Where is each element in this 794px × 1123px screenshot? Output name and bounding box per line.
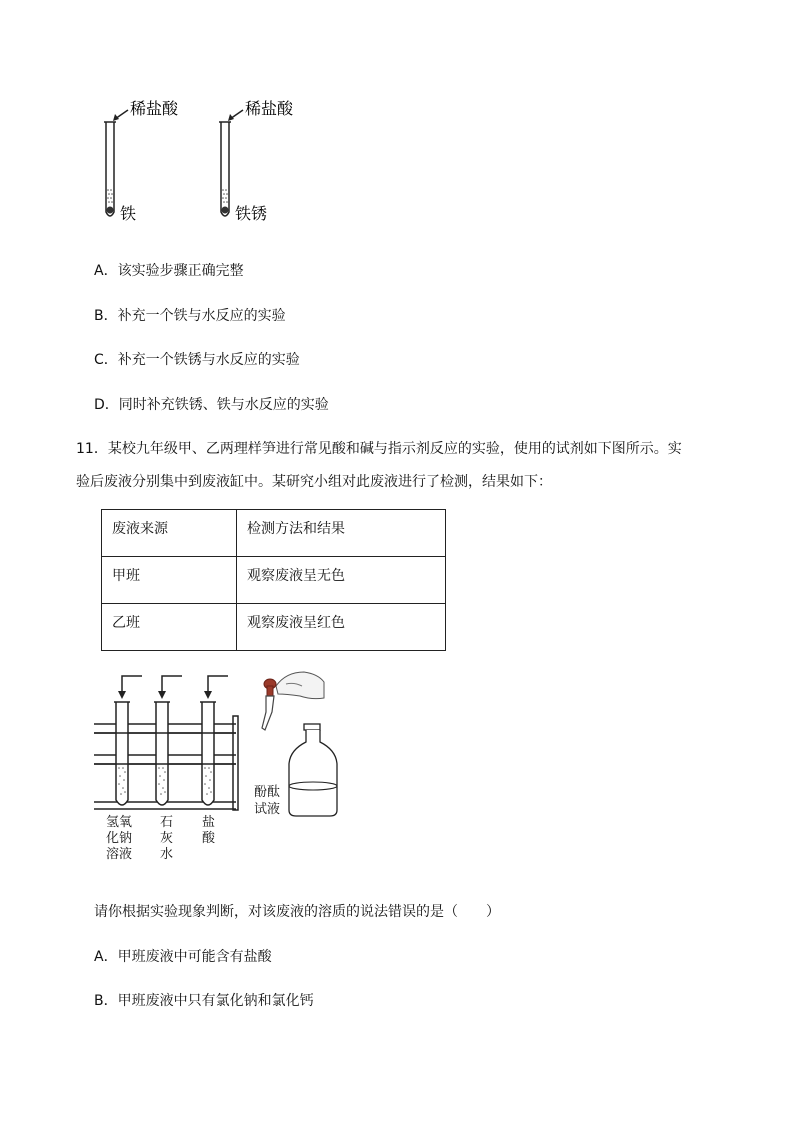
q10-option-c: C．补充一个铁锈与水反应的实验 [94, 352, 300, 368]
q11-stem-line1: 11．某校九年级甲、乙两理样笋进行常见酸和碱与指示剂反应的实验，使用的试剂如下图所示。实 [76, 441, 682, 457]
test-tube-iron [104, 122, 116, 216]
table-row [102, 604, 446, 651]
tube2-label-2: 灰 [160, 831, 174, 846]
figure-reagent-rack [90, 664, 350, 874]
rust-label: 铁锈 [235, 204, 268, 223]
figure-acid-test-tubes [90, 88, 330, 228]
results-table [101, 509, 446, 651]
rust-sample-dot [222, 207, 229, 214]
q10-option-d: D．同时补充铁锈、铁与水反应的实验 [94, 397, 329, 413]
q11-option-b: B．甲班废液中只有氯化钠和氯化钙 [94, 993, 314, 1009]
tube2-label-3: 水 [160, 847, 174, 862]
table-header-row [102, 510, 446, 557]
iron-sample-dot [107, 207, 114, 214]
q11-prompt: 请你根据实验现象判断，对该废液的溶质的说法错误的是（ ） [94, 904, 500, 920]
row-class-a: 甲班 [112, 568, 140, 584]
tube-limewater [154, 702, 170, 805]
tube2-label-1: 石 [160, 815, 174, 830]
bottle-label-2: 试液 [254, 802, 281, 817]
acid-label-2: 稀盐酸 [245, 99, 294, 118]
q10-option-b: B．补充一个铁与水反应的实验 [94, 308, 286, 324]
tube-hcl [200, 702, 216, 805]
phenolphthalein-bottle [289, 724, 337, 816]
q11-option-a: A．甲班废液中可能含有盐酸 [94, 949, 272, 965]
hand-dropper [262, 672, 324, 730]
header-method: 检测方法和结果 [247, 521, 345, 537]
tube1-label-1: 氢氧 [106, 815, 133, 830]
tube3-label-2: 酸 [202, 831, 216, 846]
bottle-label-1: 酚酞 [254, 785, 281, 800]
pointer-arrows [122, 676, 228, 694]
row-result-a: 观察废液呈无色 [247, 568, 345, 584]
test-tube-rust [219, 122, 231, 216]
q11-stem-line2: 验后废液分别集中到废液缸中。某研究小组对此废液进行了检测，结果如下： [76, 474, 552, 490]
q10-option-a: A．该实验步骤正确完整 [94, 263, 244, 279]
row-class-b: 乙班 [112, 615, 140, 631]
tube3-label-1: 盐 [202, 815, 216, 830]
header-source: 废液来源 [112, 521, 168, 537]
table-row [102, 557, 446, 604]
tube1-label-3: 溶液 [106, 847, 133, 862]
row-result-b: 观察废液呈红色 [247, 615, 345, 631]
tube1-label-2: 化钠 [106, 831, 133, 846]
iron-label: 铁 [120, 204, 137, 223]
tube-naoh [114, 702, 130, 805]
acid-label-1: 稀盐酸 [130, 99, 179, 118]
